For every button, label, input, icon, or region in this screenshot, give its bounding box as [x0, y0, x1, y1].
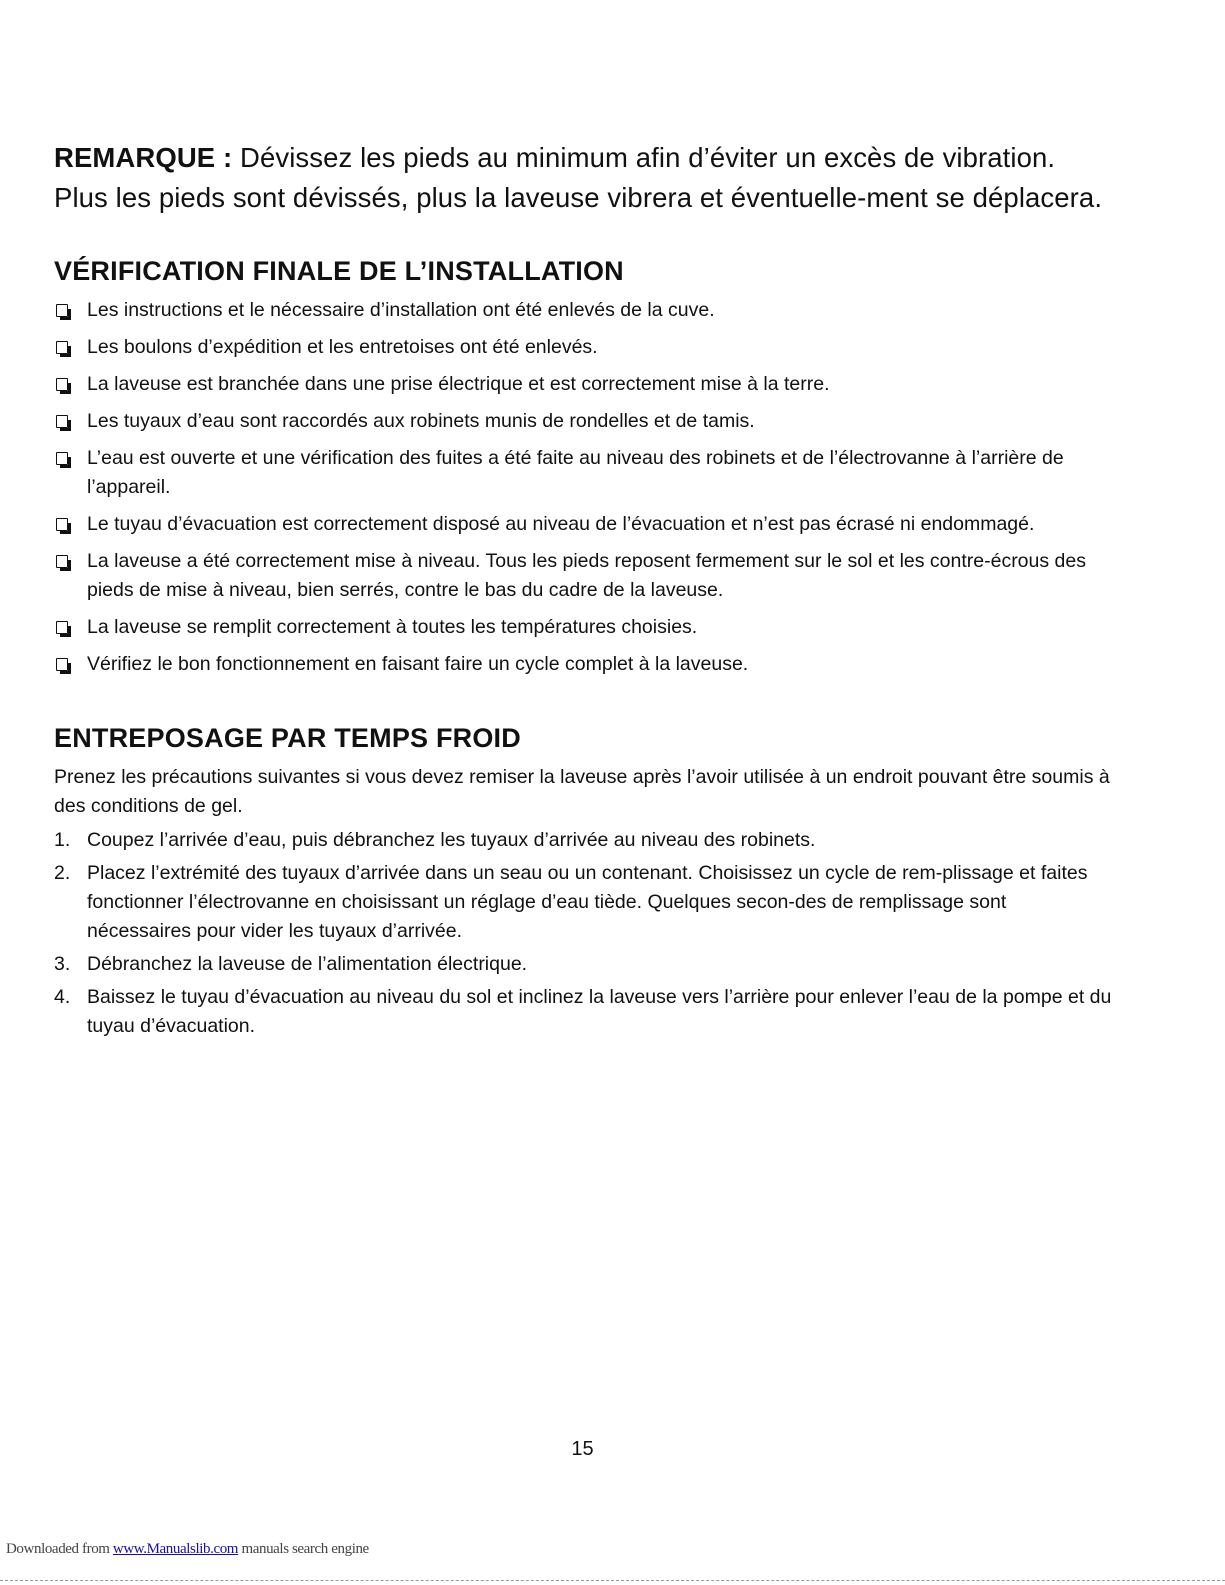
checkbox-icon: [56, 415, 68, 428]
checklist-item-text: Les instructions et le nécessaire d’installation ont été enlevés de la cuve.: [87, 299, 715, 321]
checklist-item-text: La laveuse a été correctement mise à niveau. Tous les pieds reposent fermement sur le sol et les contre-écrous des pieds de mise à niveau, bien serrés, contre le bas du cadre de la laveuse.: [87, 550, 1086, 601]
checklist-item-text: Le tuyau d’évacuation est correctement disposé au niveau de l’évacuation et n’est pas écrasé ni endommagé.: [87, 513, 1035, 535]
checklist-item-text: Les tuyaux d’eau sont raccordés aux robinets munis de rondelles et de tamis.: [87, 410, 755, 432]
cold-storage-heading: ENTREPOSAGE PAR TEMPS FROID: [54, 723, 521, 753]
verification-checklist: [54, 296, 1114, 679]
step-text: Coupez l’arrivée d’eau, puis débranchez les tuyaux d’arrivée au niveau des robinets.: [87, 829, 816, 851]
checklist-item: [54, 444, 1114, 502]
step-item: [54, 826, 1114, 855]
checkbox-icon: [56, 452, 68, 465]
footer-divider: [0, 1580, 1225, 1581]
verification-heading: VÉRIFICATION FINALE DE L’INSTALLATION: [54, 256, 624, 286]
checkbox-icon: [56, 658, 68, 671]
cold-storage-steps: [54, 826, 1114, 1041]
step-number: 2.: [54, 862, 71, 884]
checkbox-icon: [56, 518, 68, 531]
checklist-item: [54, 547, 1114, 605]
checklist-item: [54, 370, 1114, 399]
manualslib-link[interactable]: www.Manualslib.com: [112, 1541, 239, 1557]
checkbox-icon: [56, 341, 68, 354]
checkbox-icon: [56, 555, 68, 568]
checklist-item-text: La laveuse est branchée dans une prise électrique et est correctement mise à la terre.: [87, 373, 830, 395]
step-text: Baissez le tuyau d’évacuation au niveau du sol et inclinez la laveuse vers l’arrière pour enlever l’eau de la pompe et du tuyau d’évacuation.: [87, 986, 1112, 1037]
checklist-item: [54, 650, 1114, 679]
step-item: [54, 950, 1114, 979]
footer-prefix: Downloaded from: [6, 1541, 110, 1557]
document-page: [54, 138, 1114, 1045]
step-number: 1.: [54, 829, 71, 851]
step-text: Débranchez la laveuse de l’alimentation électrique.: [87, 953, 528, 975]
step-item: [54, 983, 1114, 1041]
checklist-item-text: La laveuse se remplit correctement à toutes les températures choisies.: [87, 616, 698, 638]
checklist-item: [54, 613, 1114, 642]
checklist-item: [54, 407, 1114, 436]
step-item: [54, 859, 1114, 946]
step-number: 4.: [54, 986, 71, 1008]
footer-suffix: manuals search engine: [241, 1541, 369, 1557]
step-number: 3.: [54, 953, 71, 975]
checklist-item: [54, 296, 1114, 325]
checklist-item-text: L’eau est ouverte et une vérification des fuites a été faite au niveau des robinets et de l’électrovanne à l’arrière de l’appareil.: [87, 447, 1064, 498]
checkbox-icon: [56, 621, 68, 634]
checklist-item-text: Les boulons d’expédition et les entretoises ont été enlevés.: [87, 336, 598, 358]
checklist-item-text: Vérifiez le bon fonctionnement en faisant faire un cycle complet à la laveuse.: [87, 653, 749, 675]
checkbox-icon: [56, 304, 68, 317]
cold-storage-intro: Prenez les précautions suivantes si vous devez remiser la laveuse après l’avoir utilisée à un endroit pouvant être soumis à des conditions de gel.: [54, 766, 1110, 817]
step-text: Placez l’extrémité des tuyaux d’arrivée dans un seau ou un contenant. Choisissez un cycle de rem-plissage et faites fonctionner l’électrovanne en choisissant un réglage d’eau tiède. Quelques secon-des de remplissage sont nécessaires pour vider les tuyaux d’arrivée.: [87, 862, 1088, 942]
checklist-item: [54, 333, 1114, 362]
download-footer: [6, 1541, 369, 1558]
checkbox-icon: [56, 378, 68, 391]
checklist-item: [54, 510, 1114, 539]
note-text: Dévissez les pieds au minimum afin d’éviter un excès de vibration. Plus les pieds sont dévissés, plus la laveuse vibrera et éventuelle-ment se déplacera.: [54, 142, 1103, 213]
note-label: REMARQUE :: [54, 142, 233, 173]
note-paragraph: [54, 138, 1114, 218]
page-number: 15: [571, 1438, 594, 1460]
